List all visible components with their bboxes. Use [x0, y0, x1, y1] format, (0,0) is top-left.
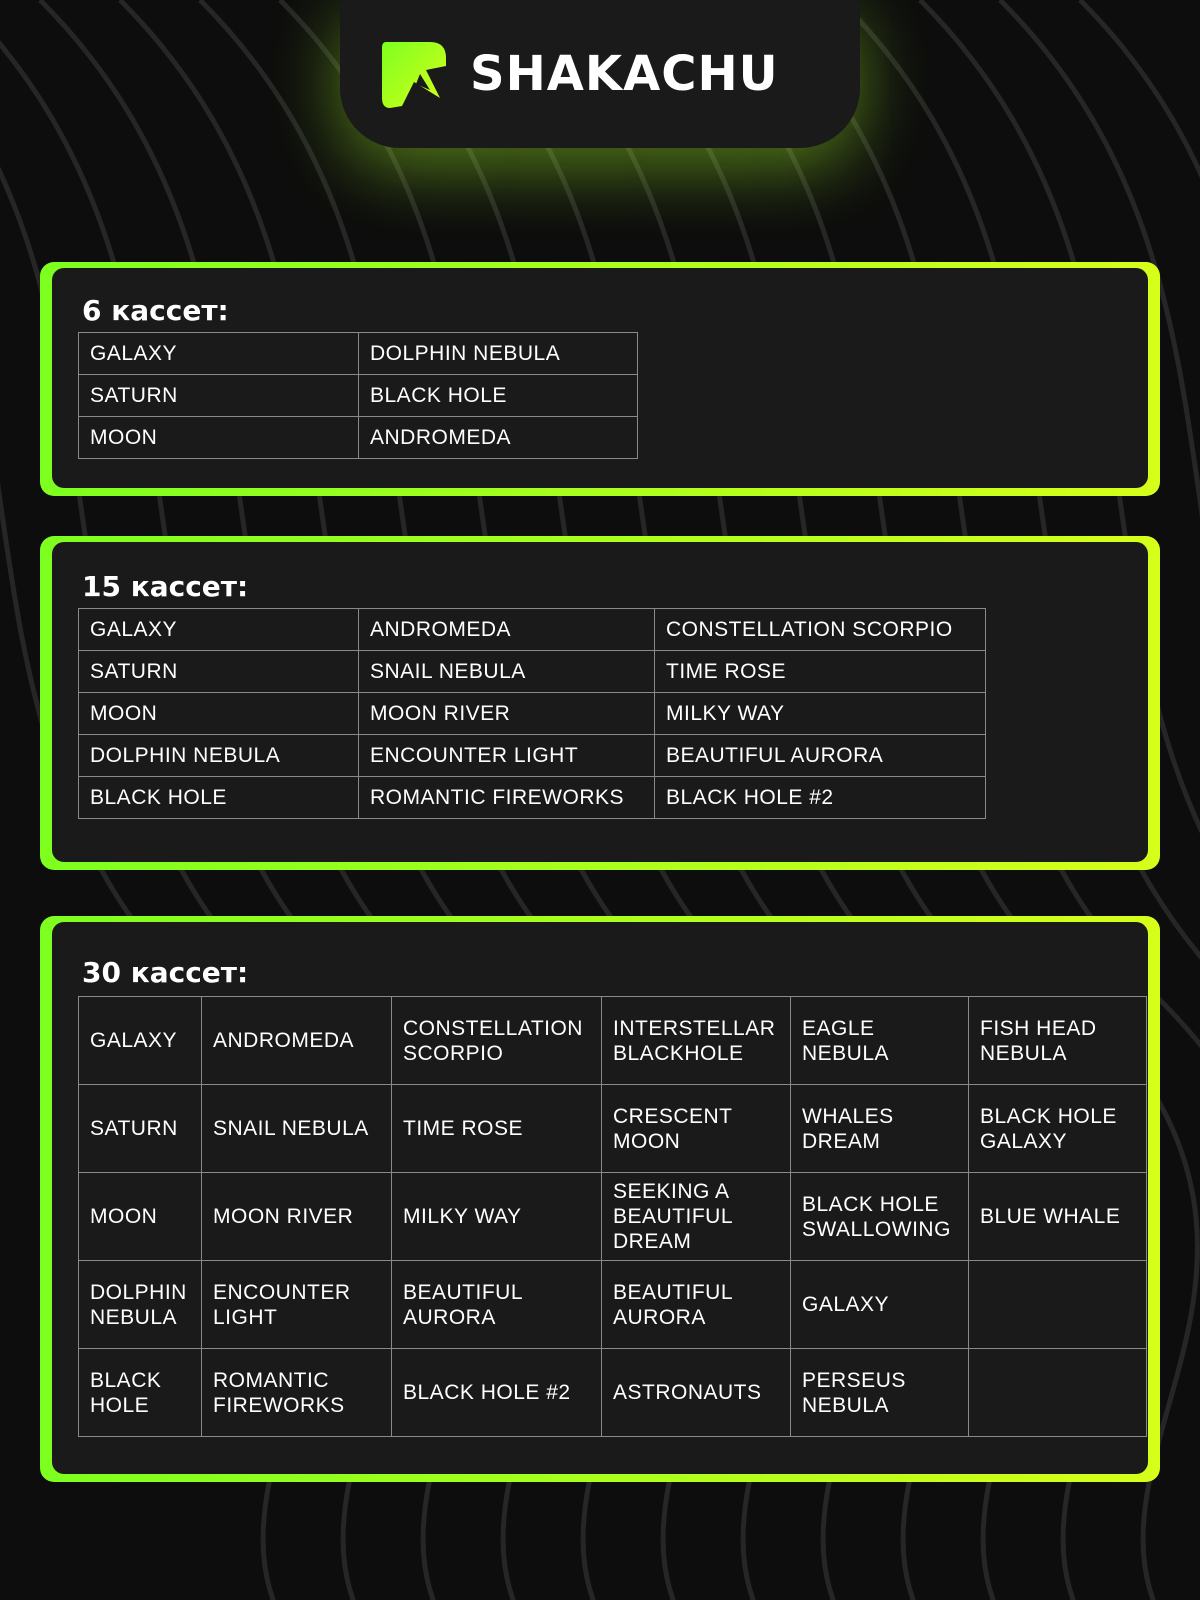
- table-row: [79, 693, 986, 735]
- table-cell: DOLPHIN NEBULA: [79, 735, 359, 777]
- table-cell: ROMANTIC FIREWORKS: [359, 777, 655, 819]
- table-cell: CONSTELLATION SCORPIO: [655, 609, 986, 651]
- panel-title: 15 кассет:: [82, 570, 249, 603]
- table-row: [79, 609, 986, 651]
- table-cell: SEEKING A BEAUTIFUL DREAM: [602, 1173, 791, 1261]
- table-row: [79, 1173, 1147, 1261]
- table-cell: BEAUTIFUL AURORA: [602, 1261, 791, 1349]
- table-cell: ROMANTIC FIREWORKS: [202, 1349, 392, 1437]
- table-cell: ENCOUNTER LIGHT: [359, 735, 655, 777]
- table-row: [79, 1349, 1147, 1437]
- cassette-table-30: [78, 996, 1147, 1437]
- table-cell: GALAXY: [79, 609, 359, 651]
- table-cell: BEAUTIFUL AURORA: [655, 735, 986, 777]
- table-cell: GALAXY: [791, 1261, 969, 1349]
- table-cell: DOLPHIN NEBULA: [79, 1261, 202, 1349]
- table-cell: BLACK HOLE SWALLOWING: [791, 1173, 969, 1261]
- table-cell: MILKY WAY: [655, 693, 986, 735]
- table-cell: MOON: [79, 693, 359, 735]
- table-cell: BLACK HOLE: [359, 375, 638, 417]
- table-cell: MOON: [79, 417, 359, 459]
- brand-header: [340, 0, 860, 148]
- table-row: [79, 1261, 1147, 1349]
- table-cell: ANDROMEDA: [359, 609, 655, 651]
- table-cell: BLUE WHALE: [969, 1173, 1147, 1261]
- table-cell: BLACK HOLE: [79, 1349, 202, 1437]
- table-cell: SATURN: [79, 1085, 202, 1173]
- table-cell: MOON: [79, 1173, 202, 1261]
- table-row: [79, 997, 1147, 1085]
- table-cell: MOON RIVER: [359, 693, 655, 735]
- table-cell: BLACK HOLE #2: [392, 1349, 602, 1437]
- table-cell: GALAXY: [79, 997, 202, 1085]
- table-cell: BLACK HOLE GALAXY: [969, 1085, 1147, 1173]
- table-cell: WHALES DREAM: [791, 1085, 969, 1173]
- table-cell: SATURN: [79, 651, 359, 693]
- table-cell: SNAIL NEBULA: [359, 651, 655, 693]
- table-cell: BEAUTIFUL AURORA: [392, 1261, 602, 1349]
- brand-name: SHAKACHU: [470, 46, 779, 102]
- table-cell: TIME ROSE: [392, 1085, 602, 1173]
- panel-15-cassettes: [40, 536, 1160, 870]
- table-cell: GALAXY: [79, 333, 359, 375]
- table-cell: MOON RIVER: [202, 1173, 392, 1261]
- table-cell: CONSTELLATION SCORPIO: [392, 997, 602, 1085]
- table-cell: EAGLE NEBULA: [791, 997, 969, 1085]
- table-cell: BLACK HOLE: [79, 777, 359, 819]
- table-cell: TIME ROSE: [655, 651, 986, 693]
- panel-6-cassettes: [40, 262, 1160, 496]
- table-cell: [969, 1261, 1147, 1349]
- panel-30-cassettes: [40, 916, 1160, 1482]
- table-row: [79, 1085, 1147, 1173]
- table-cell: ANDROMEDA: [202, 997, 392, 1085]
- table-cell: MILKY WAY: [392, 1173, 602, 1261]
- table-cell: BLACK HOLE #2: [655, 777, 986, 819]
- table-row: [79, 417, 638, 459]
- cassette-table-6: [78, 332, 638, 459]
- table-cell: [969, 1349, 1147, 1437]
- table-cell: INTERSTELLAR BLACKHOLE: [602, 997, 791, 1085]
- panel-title: 6 кассет:: [82, 294, 229, 327]
- table-cell: PERSEUS NEBULA: [791, 1349, 969, 1437]
- table-row: [79, 375, 638, 417]
- table-cell: ENCOUNTER LIGHT: [202, 1261, 392, 1349]
- table-cell: ASTRONAUTS: [602, 1349, 791, 1437]
- table-cell: FISH HEAD NEBULA: [969, 997, 1147, 1085]
- brand-logo-icon: [380, 40, 448, 110]
- table-cell: SNAIL NEBULA: [202, 1085, 392, 1173]
- table-cell: SATURN: [79, 375, 359, 417]
- panel-title: 30 кассет:: [82, 956, 249, 989]
- table-cell: ANDROMEDA: [359, 417, 638, 459]
- table-row: [79, 651, 986, 693]
- cassette-table-15: [78, 608, 986, 819]
- table-row: [79, 777, 986, 819]
- table-row: [79, 735, 986, 777]
- table-row: [79, 333, 638, 375]
- table-cell: DOLPHIN NEBULA: [359, 333, 638, 375]
- table-cell: CRESCENT MOON: [602, 1085, 791, 1173]
